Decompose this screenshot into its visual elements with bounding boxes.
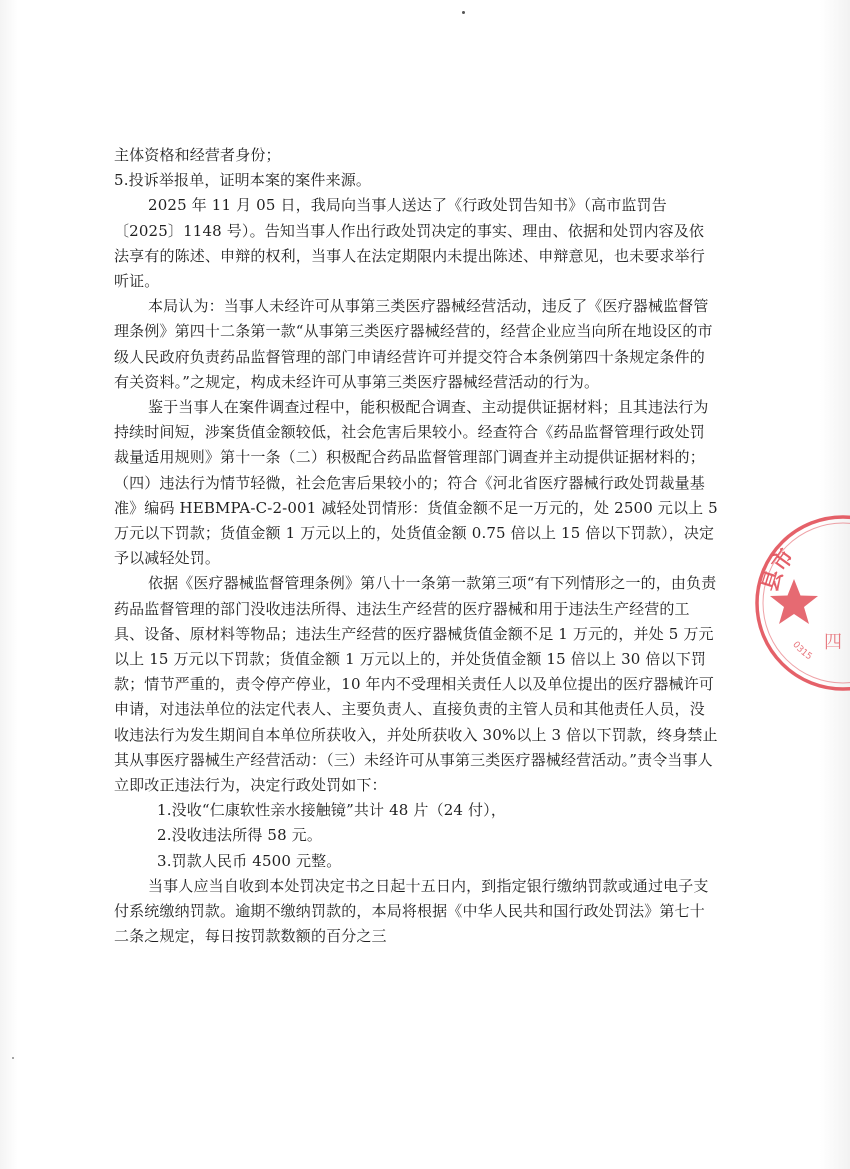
scan-speck	[462, 11, 465, 14]
seal-side-char: 四	[824, 632, 842, 653]
seal-text-path: 县市	[757, 544, 799, 595]
paragraph-continued: 主体资格和经营者身份；	[114, 146, 281, 164]
paragraph-payment-terms: 当事人应当自收到本处罚决定书之日起十五日内，到指定银行缴纳罚款或通过电子支付系统缴纳罚款。逾期不缴纳罚款的，本局将根据《中华人民共和国行政处罚法》第七十二条之规定，每日按罚款数额的百分之三	[114, 876, 709, 946]
penalty-item-1: 1.没收“仁康软性亲水接触镜”共计 48 片（24 付），	[157, 801, 506, 820]
document-body	[114, 143, 723, 950]
paragraph-bureau-finding: 本局认为：当事人未经许可从事第三类医疗器械经营活动，违反了《医疗器械监督管理条例》第四十二条第一款“从事第三类医疗器械经营的，经营企业应当向所在地设区的市级人民政府负责药品监督管理的部门申请经营许可并提交符合本条例第四十条规定条件的有关资料。”之规定，构成未经许可从事第三类医疗器械经营活动的行为。	[114, 297, 713, 391]
penalty-item-3: 3.罚款人民币 4500 元整。	[157, 851, 342, 870]
official-seal	[748, 508, 850, 698]
scan-speck	[12, 1057, 14, 1059]
seal-code-path: 0315	[790, 639, 814, 663]
evidence-item-5: 5.投诉举报单，证明本案的案件来源。	[114, 171, 372, 190]
seal-code	[790, 640, 813, 662]
penalty-item-2: 2.没收违法所得 58 元。	[157, 826, 323, 845]
paragraph-notice-served: 2025 年 11 月 05 日，我局向当事人送达了《行政处罚告知书》（高市监罚告〔2025〕1148 号）。告知当事人作出行政处罚决定的事实、理由、依据和处罚内容及依法享有的陈述、申辩的权利，当事人在法定期限内未提出陈述、申辩意见，也未要求举行听证。	[114, 196, 705, 291]
paragraph-legal-basis: 依据《医疗器械监督管理条例》第八十一条第一款第三项“有下列情形之一的，由负责药品监督管理的部门没收违法所得、违法生产经营的医疗器械和用于违法生产经营的工具、设备、原材料等物品；违法生产经营的医疗器械货值金额不足 1 万元的，并处 5 万元以上 15 万元以下罚款；货值金额 1 万元以上的，并处货值金额 15 倍以上 30 倍以下罚款；情节严重的，责令停产停业，10 年内不受理相关责任人以及单位提出的医疗器械许可申请，对违法单位的法定代表人、主要负责人、直接负责的主管人员和其他责任人员，没收违法行为发生期间自本单位所获收入，并处所获收入 30%以上 3 倍以下罚款，终身禁止其从事医疗器械生产经营活动：（三）未经许可从事第三类医疗器械经营活动。”责令当事人立即改正违法行为，决定行政处罚如下：	[114, 574, 718, 795]
paragraph-mitigation: 鉴于当事人在案件调查过程中，能积极配合调查、主动提供证据材料；且其违法行为持续时间短，涉案货值金额较低，社会危害后果较小。经查符合《药品监督管理行政处罚裁量适用规则》第十一条（二）积极配合药品监督管理部门调查并主动提供证据材料的；（四）违法行为情节轻微，社会危害后果较小的；符合《河北省医疗器械行政处罚裁量基准》编码 HEBMPA-C-2-001 减轻处罚情形：货值金额不足一万元的，处 2500 元以上 5 万元以下罚款；货值金额 1 万元以上的，处货值金额 0.75 倍以上 15 倍以下罚款），决定予以减轻处罚。	[114, 398, 723, 568]
